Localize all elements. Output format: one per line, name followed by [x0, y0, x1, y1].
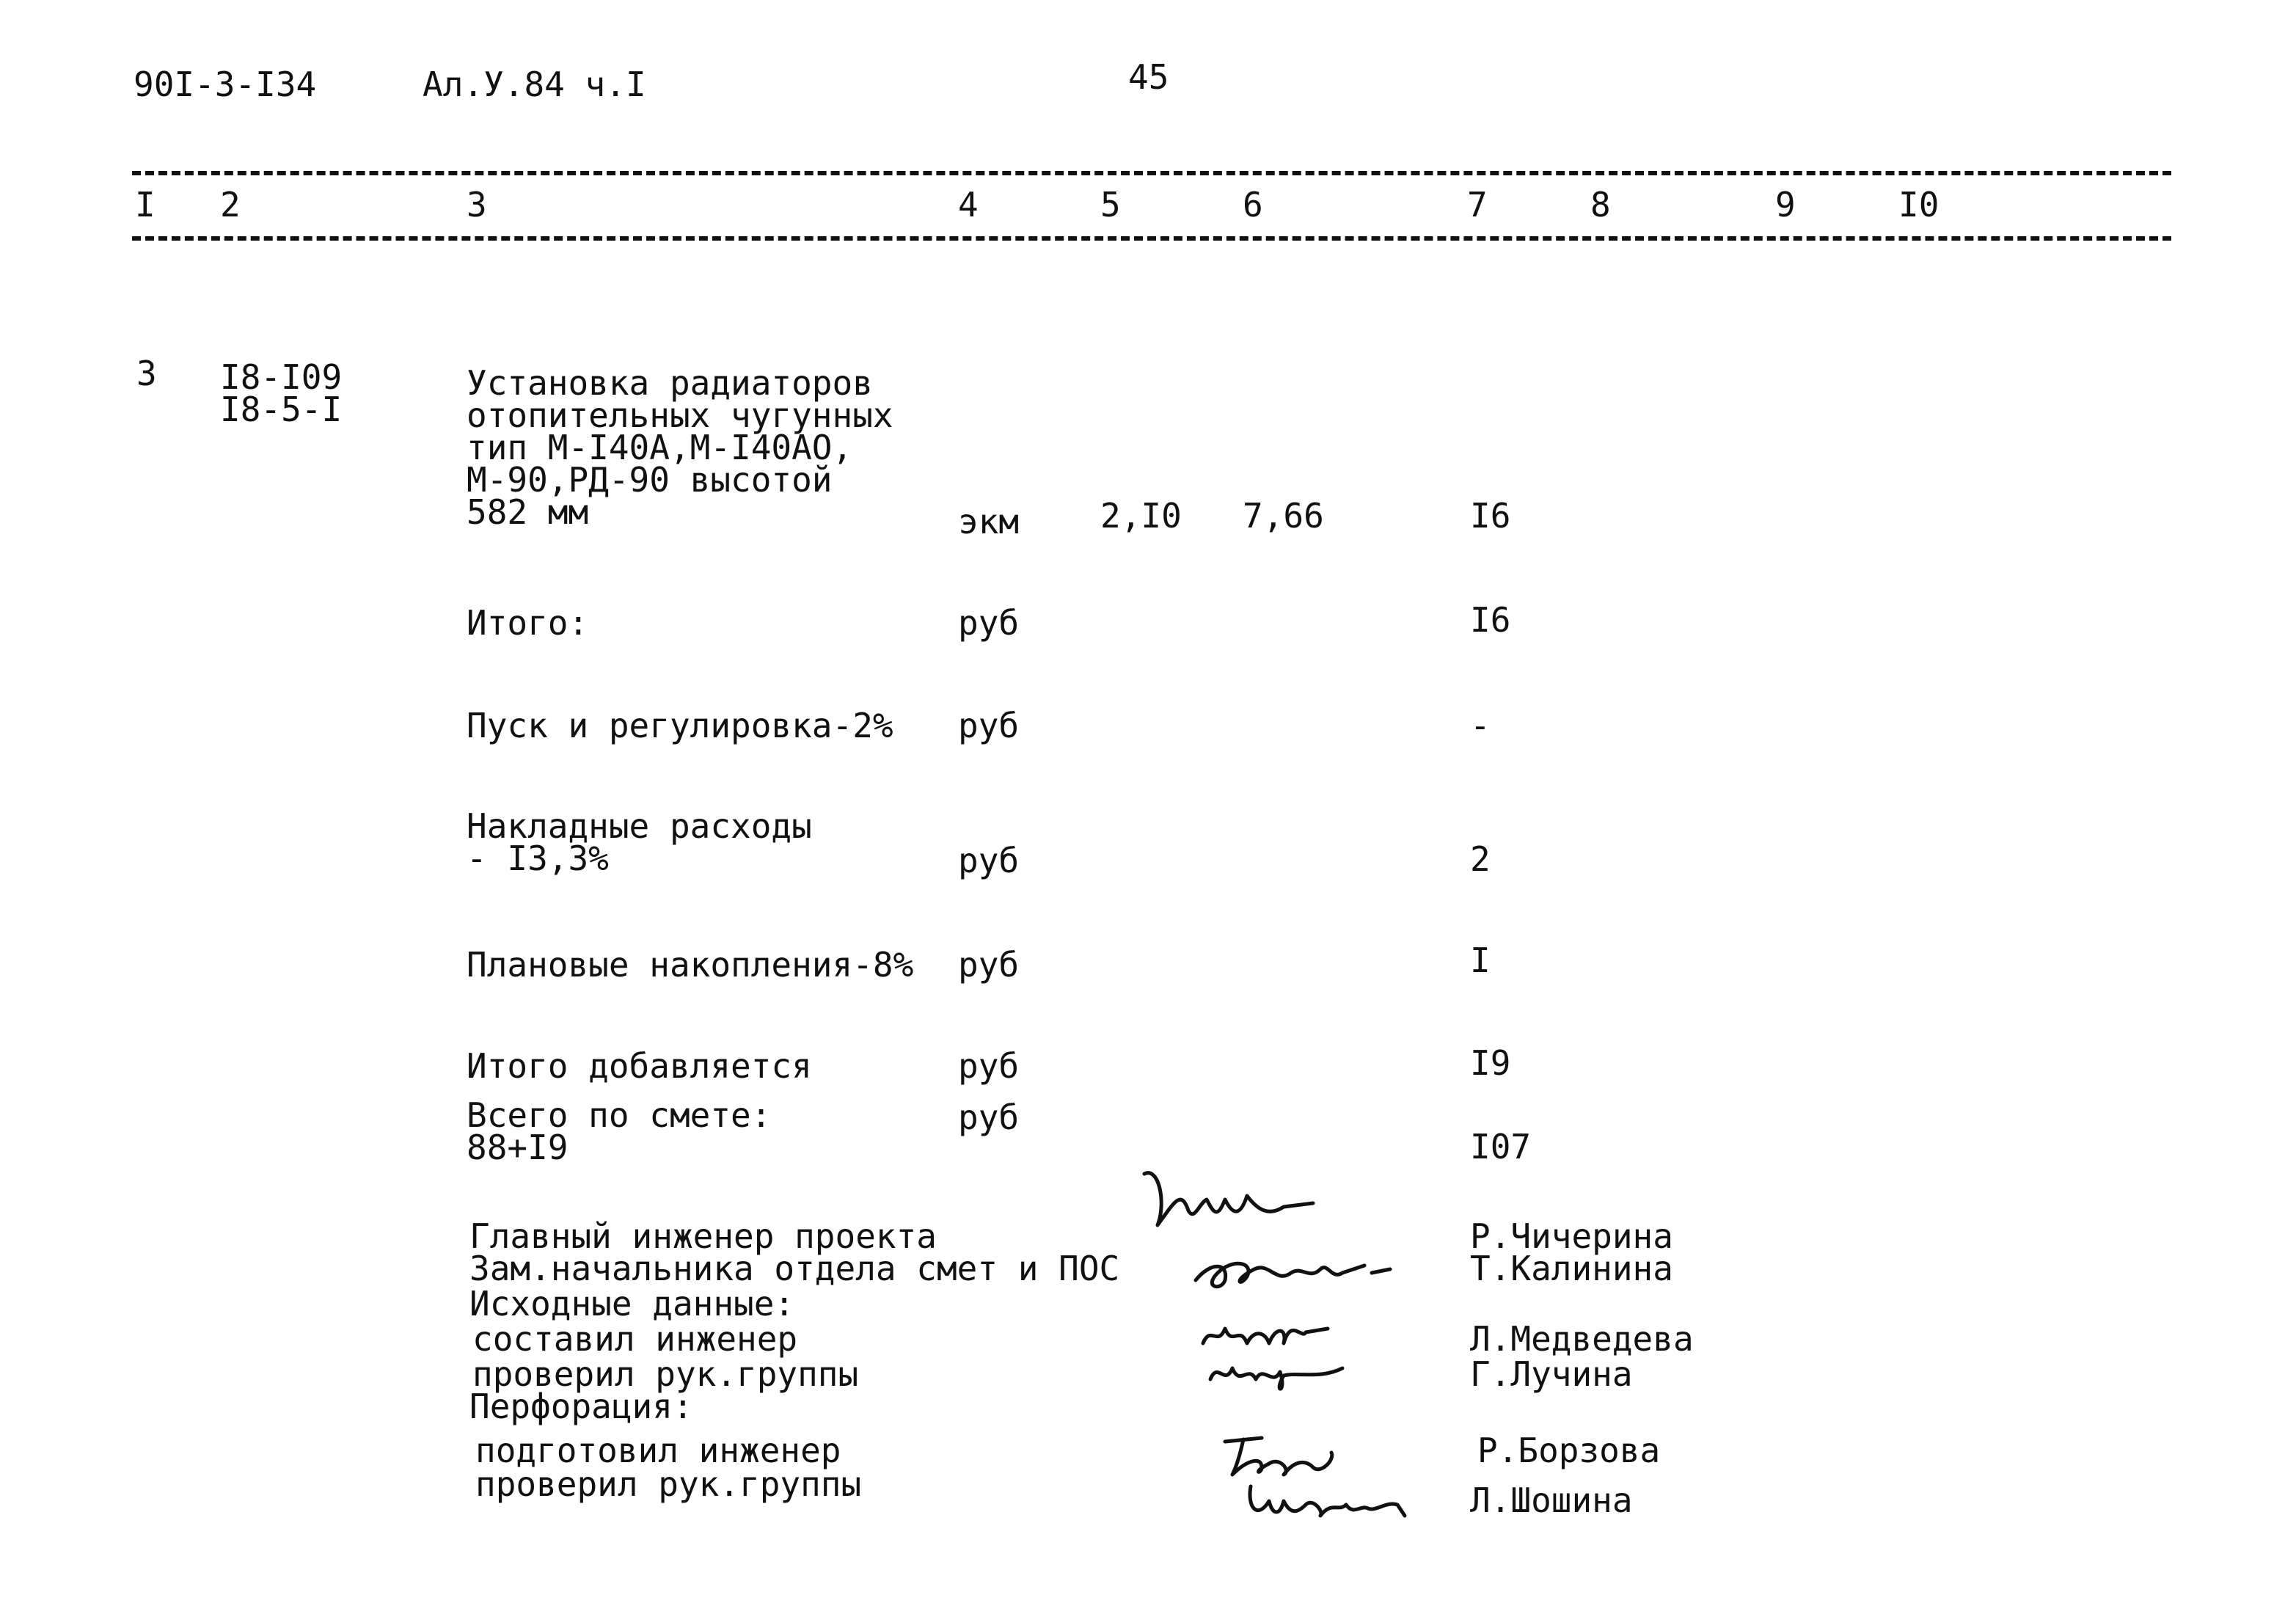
summary-label: Всего по смете: 88+I9	[467, 1095, 772, 1167]
summary-label: Плановые накопления-8%	[467, 945, 914, 985]
compiled-by-name: Л.Медведева	[1470, 1319, 1694, 1359]
signature-checker	[1203, 1350, 1357, 1401]
column-header-6: 6	[1243, 185, 1263, 224]
column-header-7: 7	[1467, 185, 1488, 224]
item-total: I6	[1470, 496, 1511, 536]
summary-value: I9	[1470, 1043, 1511, 1083]
summary-value: I07	[1470, 1127, 1532, 1166]
column-header-10: I0	[1898, 185, 1939, 224]
summary-label: Накладные расходы - I3,3%	[467, 806, 812, 878]
summary-label: Итого добавляется	[467, 1046, 812, 1086]
header-bottom-divider	[132, 236, 2171, 241]
prepared-by-name: Р.Борзова	[1477, 1431, 1661, 1470]
album-reference: Ал.У.84 ч.I	[423, 65, 646, 104]
summary-unit: руб	[958, 706, 1020, 745]
signature-second-checker	[1240, 1472, 1416, 1530]
item-quantity: 2,I0	[1100, 496, 1182, 536]
checked-by-label: проверил рук.группы	[475, 1464, 862, 1504]
item-description: Установка радиаторов отопительных чугунных тип М-I40А,М-I40АО, М-90,РД-90 высотой 582 мм	[467, 363, 893, 532]
compiled-by-label: составил инженер	[472, 1319, 798, 1359]
prepared-by-label: подготовил инженер	[475, 1431, 841, 1470]
column-header-5: 5	[1100, 185, 1121, 224]
item-number: 3	[136, 354, 157, 393]
column-header-8: 8	[1590, 185, 1611, 224]
column-header-3: 3	[467, 185, 487, 224]
checked-by-label: проверил рук.группы	[472, 1354, 859, 1394]
summary-value: I6	[1470, 600, 1511, 640]
header-top-divider	[132, 171, 2171, 175]
summary-value: -	[1470, 706, 1491, 745]
perforation-label: Перфорация:	[469, 1387, 693, 1426]
column-header-9: 9	[1775, 185, 1796, 224]
checked-by-name: Л.Шошина	[1470, 1480, 1633, 1520]
column-header-4: 4	[958, 185, 979, 224]
page-number: 45	[1128, 57, 1169, 97]
summary-unit: руб	[958, 945, 1020, 985]
summary-value: 2	[1470, 839, 1491, 879]
document-code: 90I-3-I34	[134, 65, 317, 104]
summary-value: I	[1470, 941, 1491, 980]
signature-chief-engineer	[1130, 1159, 1320, 1240]
item-codes: I8-I09 I8-5-I	[220, 357, 343, 429]
chief-engineer-label: Главный инженер проекта	[469, 1216, 937, 1256]
deputy-label: Зам.начальника отдела смет и ПОС	[469, 1249, 1120, 1288]
summary-label: Итого:	[467, 603, 589, 643]
summary-unit: руб	[958, 603, 1020, 643]
item-unit: экм	[958, 502, 1020, 541]
item-unit-price: 7,66	[1243, 496, 1324, 536]
signature-deputy	[1188, 1240, 1394, 1299]
summary-unit: руб	[958, 841, 1020, 880]
deputy-name: Т.Калинина	[1470, 1249, 1673, 1288]
column-header-1: I	[135, 185, 156, 224]
source-data-label: Исходные данные:	[469, 1284, 795, 1323]
signature-compiler	[1196, 1310, 1342, 1354]
summary-unit: руб	[958, 1098, 1020, 1137]
summary-label: Пуск и регулировка-2%	[467, 706, 893, 745]
summary-unit: руб	[958, 1046, 1020, 1086]
chief-engineer-name: Р.Чичерина	[1470, 1216, 1673, 1256]
checked-by-name: Г.Лучина	[1470, 1354, 1633, 1394]
column-header-2: 2	[220, 185, 241, 224]
